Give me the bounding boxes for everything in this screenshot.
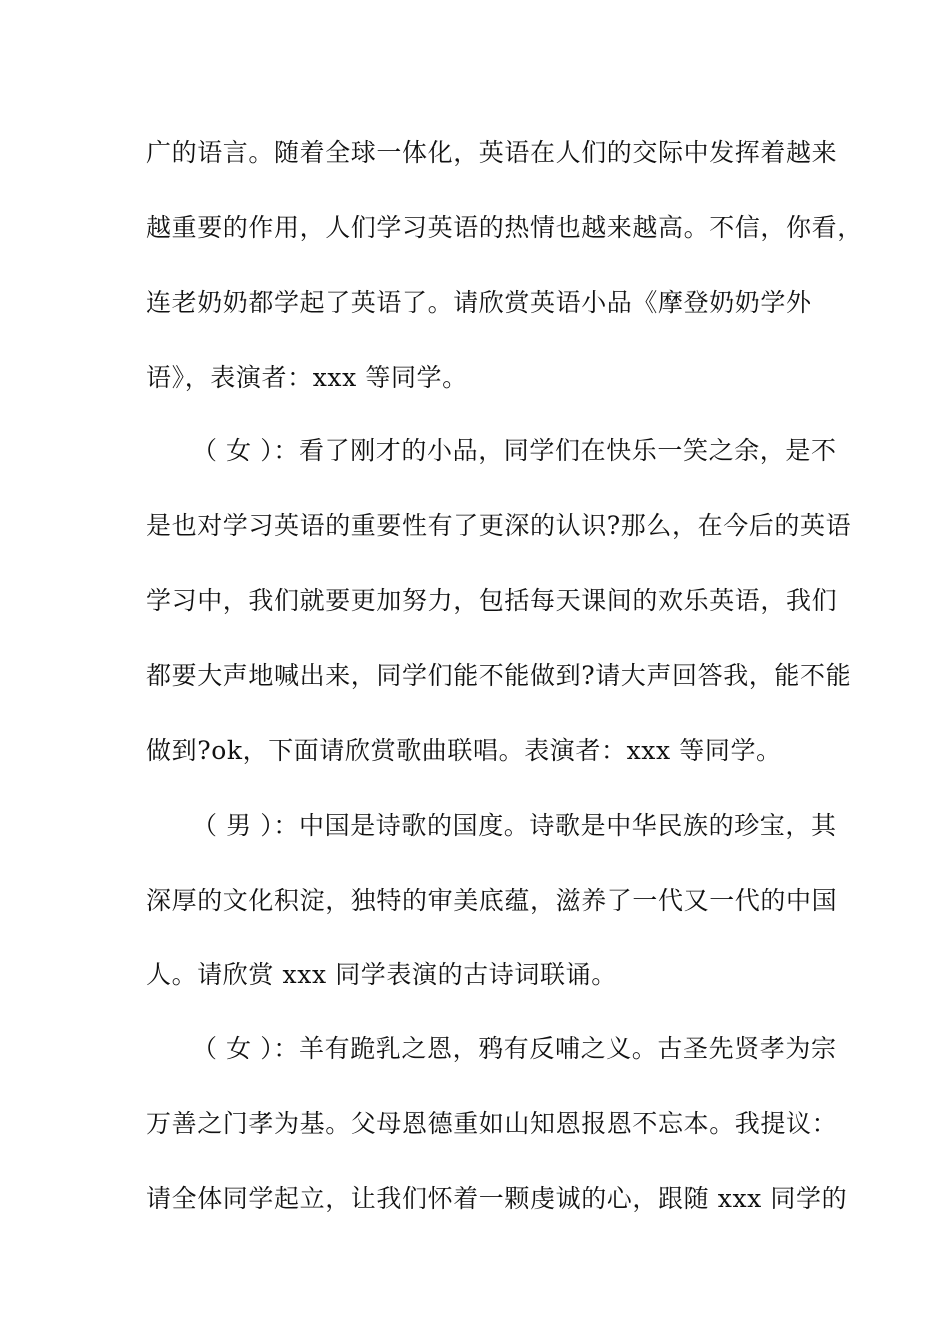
text-line: 越重要的作用，人们学习英语的热情也越来越高。不信，你看，	[146, 213, 863, 242]
text-line: 学习中，我们就要更加努力，包括每天课间的欢乐英语，我们	[146, 586, 838, 615]
text-line: 连老奶奶都学起了英语了。请欣赏英语小品《摩登奶奶学外	[146, 288, 812, 317]
text-line: 请全体同学起立，让我们怀着一颗虔诚的心，跟随 xxx 同学的	[146, 1184, 848, 1213]
text-line: 都要大声地喊出来，同学们能不能做到?请大声回答我，能不能	[146, 661, 852, 690]
paragraph-start-line: （ 男 ）：中国是诗歌的国度。诗歌是中华民族的珍宝，其	[192, 811, 837, 840]
text-line: 是也对学习英语的重要性有了更深的认识?那么，在今后的英语	[146, 511, 852, 540]
text-line: 语》，表演者：xxx 等同学。	[146, 363, 468, 392]
text-line: 广的语言。随着全球一体化，英语在人们的交际中发挥着越来	[146, 138, 838, 167]
text-line: 人。请欣赏 xxx 同学表演的古诗词联诵。	[146, 960, 617, 989]
paragraph-start-line: （ 女 ）：羊有跪乳之恩，鸦有反哺之义。古圣先贤孝为宗	[192, 1034, 837, 1063]
text-line: 做到?ok，下面请欣赏歌曲联唱。表演者：xxx 等同学。	[146, 736, 782, 765]
text-line: 万善之门孝为基。父母恩德重如山知恩报恩不忘本。我提议：	[146, 1109, 838, 1138]
paragraph-start-line: （ 女 ）：看了刚才的小品，同学们在快乐一笑之余，是不	[192, 436, 837, 465]
text-line: 深厚的文化积淀，独特的审美底蕴，滋养了一代又一代的中国	[146, 886, 838, 915]
